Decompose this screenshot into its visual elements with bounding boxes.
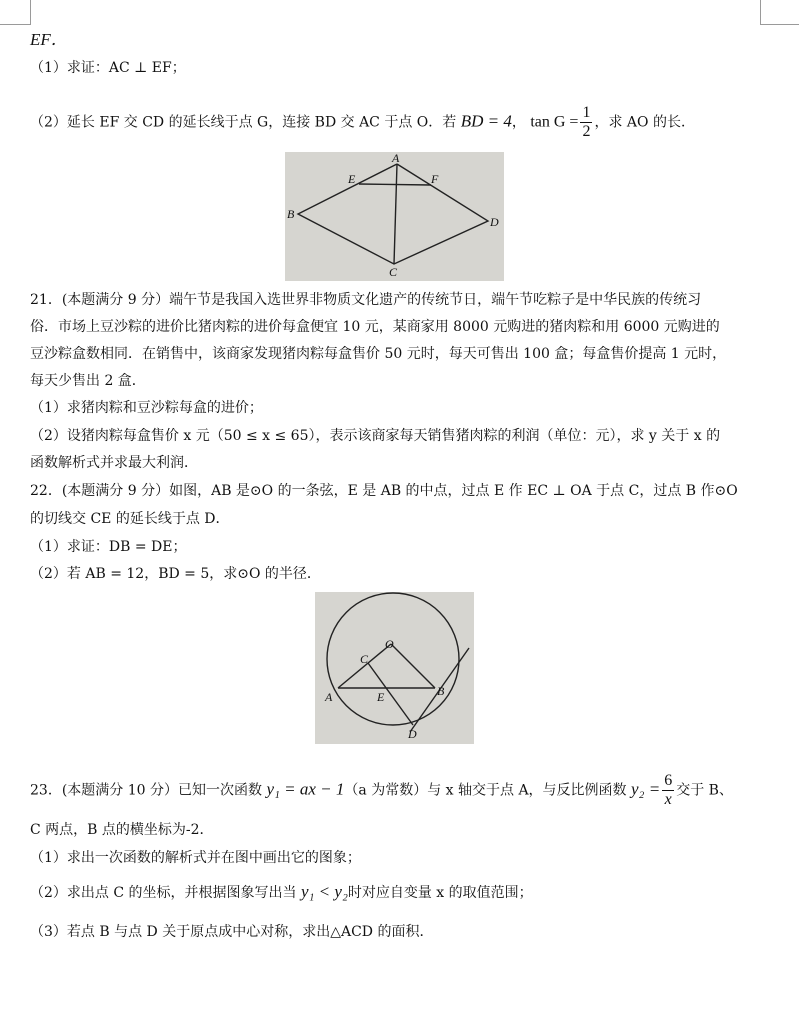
label-b: B — [287, 207, 295, 221]
text-line-17: （1）求出一次函数的解析式并在图中画出它的图象； — [30, 850, 361, 866]
segment-ao — [338, 644, 391, 688]
page-corner-mark-left — [0, 0, 31, 25]
text-line-11: 22．(本题满分 9 分）如图，AB 是⊙O 的一条弦，E 是 AB 的中点，过点 E 作 EC ⊥ OA 于点 C，过点 B 作⊙O — [30, 483, 738, 499]
text-line-5: 俗．市场上豆沙粽的进价比猪肉粽的进价每盒便宜 10 元，某商家用 8000 元购进的猪肉粽和用 6000 元购进的 — [30, 319, 720, 335]
text-line-10: 函数解析式并求最大利润． — [30, 455, 198, 471]
rhombus-outline — [298, 164, 488, 264]
figure-rhombus — [285, 152, 504, 281]
label-a: A — [325, 690, 333, 704]
text-line-18: （2）求出点 C 的坐标，并根据图象写出当 y₁ < y₂时对应自变量 x 的取值范围； — [30, 882, 533, 901]
text-line-6: 豆沙粽盒数相同．在销售中，该商家发现猪肉粽每盒售价 50 元时，每天可售出 100 盒；每盒售价提高 1 元时， — [30, 346, 727, 362]
text-line-7: 每天少售出 2 盒． — [30, 373, 146, 389]
text-line-15: 23．(本题满分 10 分）已知一次函数 y₁ = ax − 1（a 为常数）与 x 轴交于点 A，与反比例函数 y₂ = $\frac{6}{x}$ 交于 B、 — [30, 772, 733, 808]
label-d: D — [490, 215, 499, 229]
text-line-13: （1）求证：DB = DE； — [30, 539, 187, 555]
text-line-9: （2）设猪肉粽每盒售价 x 元（50 ≤ x ≤ 65），表示该商家每天销售猪肉粽的利润（单位：元），求 y 关于 x 的 — [30, 428, 721, 444]
label-f: F — [431, 172, 439, 186]
label-b: B — [437, 684, 445, 698]
label-c: C — [360, 652, 369, 666]
text-line-3: （2）延长 EF 交 CD 的延长线于点 G，连接 BD 交 AC 于点 O．若 BD = 4， tan G = $\frac{1}{2}$ ，求 AO 的长． — [30, 104, 695, 140]
text-line-2: （1）求证：AC ⊥ EF； — [30, 60, 186, 76]
segment-ob — [391, 644, 435, 688]
label-a: A — [392, 152, 400, 165]
segment-ef — [359, 184, 431, 185]
text-line-12: 的切线交 CE 的延长线于点 D． — [30, 511, 230, 527]
page-corner-mark-right — [760, 0, 799, 25]
circle-o — [327, 593, 459, 725]
label-c: C — [389, 265, 398, 279]
fraction-one-half: $\frac{1}{2}$ — [582, 104, 591, 140]
label-o: O — [385, 637, 394, 651]
label-e: E — [348, 172, 356, 186]
text-line-1: EF． — [30, 30, 68, 49]
figure-circle — [315, 592, 474, 744]
segment-ac — [394, 164, 397, 264]
label-e: E — [377, 690, 385, 704]
text-line-16: C 两点，B 点的横坐标为-2． — [30, 822, 214, 838]
text-line-19: （3）若点 B 与点 D 关于原点成中心对称，求出△ACD 的面积． — [30, 924, 434, 940]
text-line-14: （2）若 AB = 12，BD = 5，求⊙O 的半径． — [30, 566, 321, 582]
text-line-8: （1）求猪肉粽和豆沙粽每盒的进价； — [30, 400, 263, 416]
fraction-six-over-x: $\frac{6}{x}$ — [664, 772, 673, 808]
text-line-4: 21．(本题满分 9 分）端午节是我国入选世界非物质文化遗产的传统节日，端午节吃粽子是中华民族的传统习 — [30, 292, 702, 308]
segment-cd — [368, 663, 413, 725]
label-d: D — [408, 727, 417, 741]
